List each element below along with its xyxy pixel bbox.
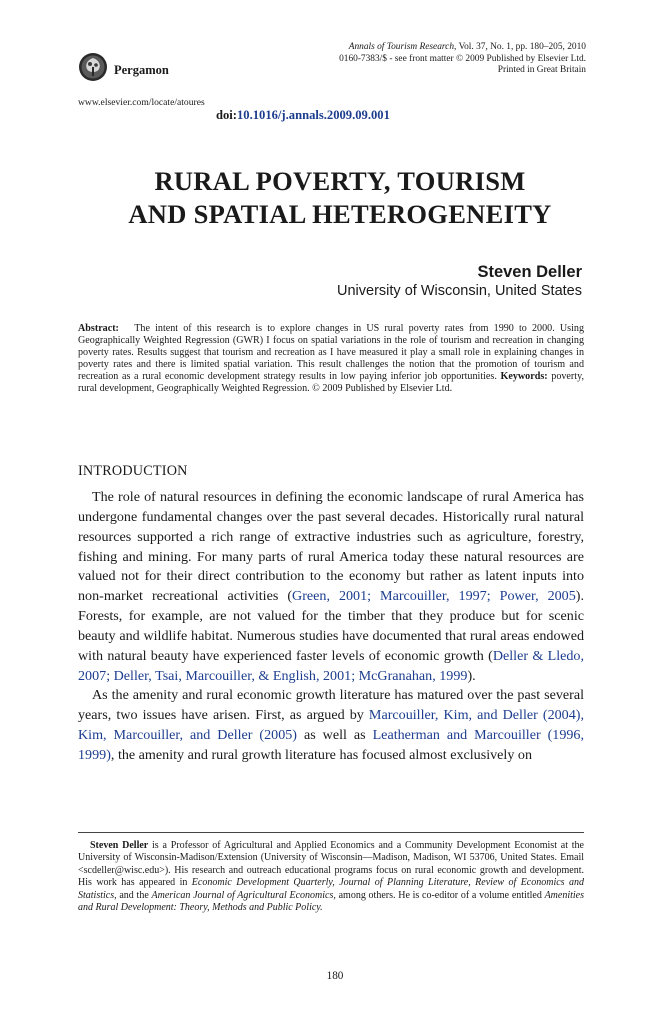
citation-link[interactable]: Green, 2001; Marcouiller, 1997; Power, 2005 bbox=[292, 588, 576, 605]
journal-name: Annals of Tourism Research bbox=[348, 42, 455, 52]
footnote-paragraph bbox=[78, 840, 584, 914]
paragraph-2-text-c: , the amenity and rural growth literature has focused almost exclusively on bbox=[110, 746, 533, 763]
doi-label: doi: bbox=[216, 108, 237, 122]
paragraph-2-text-a: As the amenity and rural economic growth literature has matured over the past several years, two issues have arisen. First, as argued by bbox=[78, 687, 584, 724]
body-text bbox=[78, 488, 584, 766]
footnote-book-title: Amenities and Rural Development: Theory, Methods and Public Policy. bbox=[78, 889, 585, 914]
footnote-text-2: and the bbox=[116, 889, 152, 901]
article-title bbox=[60, 165, 620, 231]
paragraph-2-text-b: as well as bbox=[297, 727, 373, 744]
author-footnote bbox=[78, 840, 584, 914]
abstract-label: Abstract: bbox=[78, 323, 119, 334]
copyright-line: 0160-7383/$ - see front matter © 2009 Published by Elsevier Ltd. bbox=[339, 53, 586, 64]
footnote-text-1: is a Professor of Agricultural and Applied Economics and a Community Development Economist at the University of Wisconsin-Madison/Extension (University of Wisconsin—Madison, Madison, WI 53706, United States. Email <scdeller@wisc.edu>). His research and outreach educational programs focus on rural economic growth and development. His work has appeared in bbox=[78, 840, 584, 889]
keywords-text: poverty, rural development, Geographically Weighted Regression. © 2009 Published by Elsevier Ltd. bbox=[78, 371, 584, 395]
footnote-text-3: among others. He is co-editor of a volume entitled bbox=[335, 889, 545, 901]
paragraph-1-text-b: ). Forests, for example, are not valued for the timber that they produce but for scenic beauty and wildlife habitat. Numerous studies have documented that rural areas endowed with natural beauty have experienced faster levels of economic growth ( bbox=[78, 588, 584, 664]
citation-link[interactable]: Marcouiller, Kim, and Deller (2004), Kim, Marcouiller, and Deller (2005) bbox=[78, 707, 584, 744]
abstract-text: The intent of this research is to explore changes in US rural poverty rates from 1990 to 2000. Using Geographically Weighted Regression (GWR) I focus on spatial variations in the role of tourism and recreation in changing poverty rates. Results suggest that tourism and recreation as I have measured it play a small role in explaining changes in poverty rates and there is limited spatial variation. This result challenges the notion that the promotion of tourism and recreation as a rural economic development strategy results in low paying inferior job opportunities. bbox=[78, 323, 584, 383]
paragraph-1-text-a: The role of natural resources in defining the economic landscape of rural America has undergone fundamental changes over the past several decades. Historically rural natural resources supported a rich range of extractive industries such as agriculture, forestry, fishing and mining. For many parts of rural America today these natural resources are valued not for their direct contribution to the economy but rather as latent inputs into non-market recreational activities ( bbox=[78, 489, 584, 605]
page-number: 180 bbox=[326, 970, 344, 982]
keywords-label: Keywords: bbox=[500, 371, 548, 383]
doi-link[interactable]: 10.1016/j.annals.2009.09.001 bbox=[237, 108, 390, 122]
abstract bbox=[78, 323, 584, 396]
footnote-journals-1: Economic Development Quarterly, Journal of Planning Literature, Review of Economics and Statistics, bbox=[78, 877, 585, 901]
title-line-2: AND SPATIAL HETEROGENEITY bbox=[128, 199, 552, 229]
paragraph-1-text-c: ). bbox=[467, 667, 476, 684]
publisher-logo bbox=[78, 52, 108, 82]
paragraph-1 bbox=[78, 488, 584, 686]
section-heading-introduction: INTRODUCTION bbox=[78, 463, 188, 479]
citation-link[interactable]: Deller & Lledo, 2007; Deller, Tsai, Marcouiller, & English, 2001; McGranahan, 1999 bbox=[78, 647, 584, 684]
printed-line: Printed in Great Britain bbox=[497, 65, 586, 75]
author-affiliation: University of Wisconsin, United States bbox=[337, 283, 582, 299]
journal-citation: , Vol. 37, No. 1, pp. 180–205, 2010 bbox=[454, 42, 586, 52]
journal-info bbox=[226, 42, 586, 77]
footnote-journals-2: American Journal of Agricultural Economics, bbox=[151, 889, 336, 901]
title-line-1: RURAL POVERTY, TOURISM bbox=[154, 166, 526, 196]
journal-url-link[interactable]: www.elsevier.com/locate/atoures bbox=[78, 97, 205, 108]
footnote-divider bbox=[78, 832, 584, 833]
footnote-author: Steven Deller bbox=[90, 840, 149, 851]
doi bbox=[216, 108, 390, 123]
citation-link[interactable]: Leatherman and Marcouiller (1996, 1999) bbox=[78, 727, 585, 763]
elsevier-tree-icon bbox=[78, 52, 108, 82]
publisher-name: Pergamon bbox=[114, 63, 169, 77]
author-name: Steven Deller bbox=[477, 263, 582, 281]
paragraph-2 bbox=[78, 686, 584, 765]
